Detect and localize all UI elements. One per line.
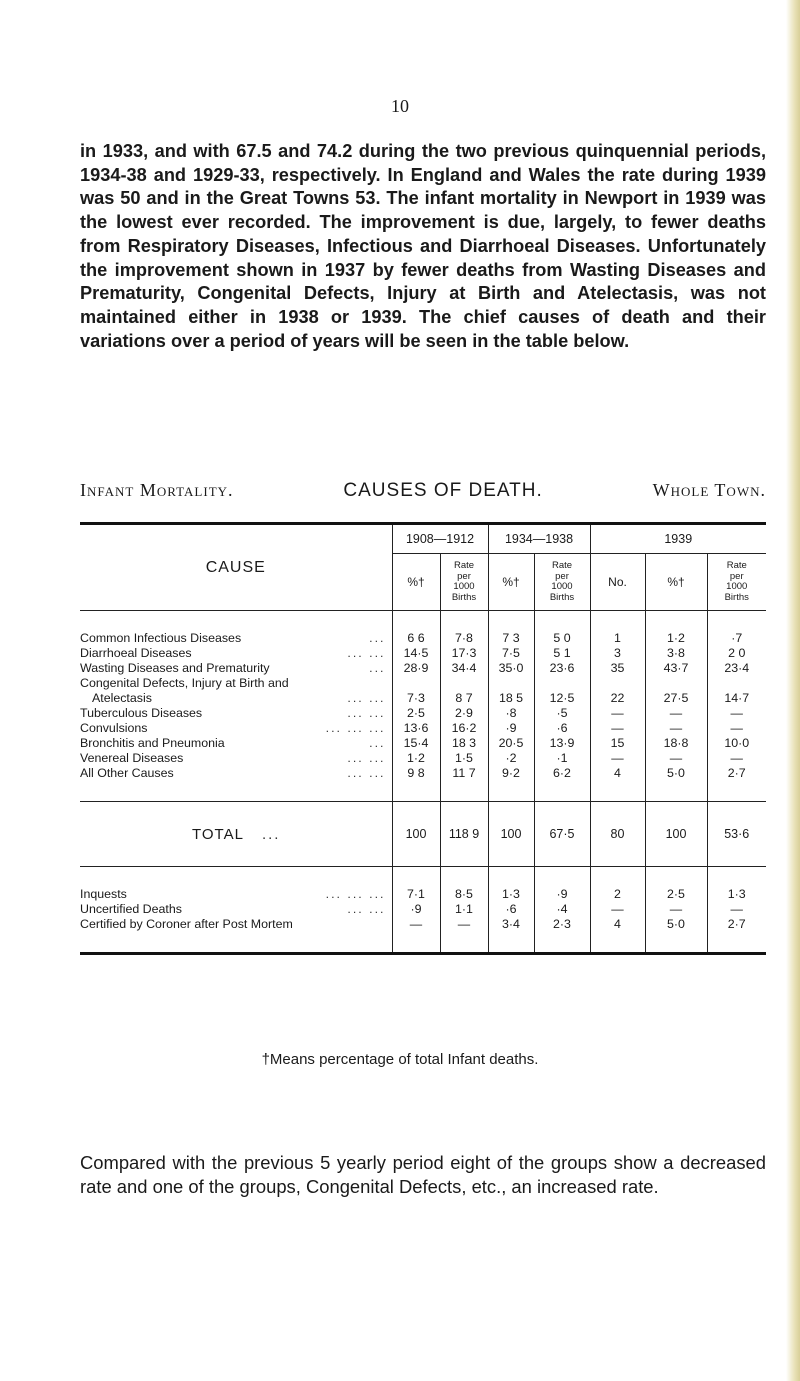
value-cell: 13·6 xyxy=(392,721,440,736)
period-header-1939: 1939 xyxy=(590,525,766,554)
value-cell: ·6 xyxy=(534,721,590,736)
cause-cell xyxy=(80,766,392,781)
leader-dots: ... ... xyxy=(347,902,386,916)
value-cell: 2·3 xyxy=(534,917,590,932)
value-cell: 35 xyxy=(590,661,645,676)
value-cell: 17·3 xyxy=(440,646,488,661)
table-row xyxy=(80,887,766,902)
value-cell: 5·0 xyxy=(645,766,707,781)
value-cell: 43·7 xyxy=(645,661,707,676)
value-cell xyxy=(590,676,645,691)
value-cell: 2 xyxy=(590,887,645,902)
value-cell: 20·5 xyxy=(488,736,534,751)
value-cell: ·9 xyxy=(488,721,534,736)
caption-left: Infant Mortality. xyxy=(80,480,234,500)
footnote: †Means percentage of total Infant deaths. xyxy=(261,1051,539,1068)
value-cell: 7·1 xyxy=(392,887,440,902)
value-cell: — xyxy=(440,917,488,932)
rate-header: Rate per 1000 Births xyxy=(534,554,590,611)
value-cell: 18·8 xyxy=(645,736,707,751)
table-row xyxy=(80,691,766,706)
value-cell: 12·5 xyxy=(534,691,590,706)
cause-cell xyxy=(80,902,392,917)
value-cell: — xyxy=(730,721,743,735)
table-row xyxy=(80,766,766,781)
value-cell: — xyxy=(730,902,743,916)
value-cell: 2·9 xyxy=(440,706,488,721)
value-cell: ·9 xyxy=(392,902,440,917)
value-cell: 3·4 xyxy=(488,917,534,932)
value-cell: ·4 xyxy=(534,902,590,917)
leader-dots: ... ... xyxy=(347,766,386,780)
cause-label: Congenital Defects, Injury at Birth and xyxy=(80,676,289,690)
value-cell: 16·2 xyxy=(440,721,488,736)
value-cell: 4 xyxy=(590,766,645,781)
value-cell: — xyxy=(645,721,707,736)
leader-dots: ... xyxy=(261,825,281,843)
table-row xyxy=(80,721,766,736)
value-cell: 3 xyxy=(590,646,645,661)
table-row xyxy=(80,646,766,661)
leader-dots: ... ... xyxy=(347,706,386,720)
cause-cell xyxy=(80,887,392,902)
value-cell: 7·5 xyxy=(488,646,534,661)
value-cell: 1·5 xyxy=(440,751,488,766)
value-cell: 2·5 xyxy=(645,887,707,902)
value-cell: 1·3 xyxy=(727,887,746,901)
value-cell xyxy=(392,676,440,691)
cause-label: Certified by Coroner after Post Mortem xyxy=(80,917,293,931)
value-cell: 10·0 xyxy=(724,736,750,750)
value-cell: 15·4 xyxy=(392,736,440,751)
value-cell: 28·9 xyxy=(392,661,440,676)
value-cell xyxy=(488,676,534,691)
value-cell: 8·5 xyxy=(440,887,488,902)
value-cell: 11 7 xyxy=(440,766,488,781)
value-cell: ·2 xyxy=(488,751,534,766)
pct-header: %† xyxy=(488,554,534,611)
value-cell: 18 3 xyxy=(440,736,488,751)
period-header-1908: 1908—1912 xyxy=(392,525,488,554)
cause-cell xyxy=(80,691,392,706)
value-cell: 18 5 xyxy=(488,691,534,706)
cause-label: Atelectasis xyxy=(92,691,152,705)
value-cell: — xyxy=(392,917,440,932)
cause-cell xyxy=(80,751,392,766)
value-cell: 2·7 xyxy=(727,766,746,780)
value-cell: 23·4 xyxy=(724,661,750,675)
value-cell: 27·5 xyxy=(645,691,707,706)
value-cell xyxy=(440,676,488,691)
cause-label: Uncertified Deaths xyxy=(80,902,182,916)
value-cell: — xyxy=(730,706,743,720)
caption-center: CAUSES OF DEATH. xyxy=(343,480,543,501)
leader-dots: ... xyxy=(369,631,386,645)
value-cell: — xyxy=(590,721,645,736)
value-cell xyxy=(534,676,590,691)
value-cell: 35·0 xyxy=(488,661,534,676)
cause-label: Diarrhoeal Diseases xyxy=(80,646,192,660)
cause-label: Tuberculous Diseases xyxy=(80,706,203,720)
value-cell: 34·4 xyxy=(440,661,488,676)
value-cell: 5 1 xyxy=(534,646,590,661)
cause-label: Inquests xyxy=(80,887,127,901)
value-cell: 13·9 xyxy=(534,736,590,751)
value-cell xyxy=(707,676,766,691)
value-cell: ·5 xyxy=(534,706,590,721)
causes-of-death-table xyxy=(80,522,766,955)
value-cell: 9·2 xyxy=(488,766,534,781)
value-cell: — xyxy=(730,751,743,765)
cause-cell xyxy=(80,802,392,867)
value-cell: ·8 xyxy=(488,706,534,721)
value-cell: ·7 xyxy=(731,631,743,645)
cause-cell xyxy=(80,917,392,932)
value-cell: 1·3 xyxy=(488,887,534,902)
value-cell: — xyxy=(590,902,645,917)
value-cell: 100 xyxy=(488,802,534,867)
leader-dots: ... ... xyxy=(347,646,386,660)
pct-header: %† xyxy=(392,554,440,611)
page-number: 10 xyxy=(391,96,409,116)
value-cell: 118 9 xyxy=(440,802,488,867)
cause-label: Wasting Diseases and Prematurity xyxy=(80,661,270,675)
cause-cell xyxy=(80,646,392,661)
value-cell: 1·1 xyxy=(440,902,488,917)
leader-dots: ... ... xyxy=(347,751,386,765)
value-cell: 1·2 xyxy=(645,631,707,646)
value-cell: ·9 xyxy=(534,887,590,902)
leader-dots: ... ... ... xyxy=(325,721,386,735)
value-cell: 3·8 xyxy=(645,646,707,661)
value-cell: 15 xyxy=(590,736,645,751)
cause-cell xyxy=(80,661,392,676)
value-cell: 7 3 xyxy=(488,631,534,646)
value-cell: 14·5 xyxy=(392,646,440,661)
value-cell: 8 7 xyxy=(440,691,488,706)
cause-cell xyxy=(80,676,392,691)
value-cell: 5 0 xyxy=(534,631,590,646)
cause-label: Bronchitis and Pneumonia xyxy=(80,736,225,750)
table-row xyxy=(80,736,766,751)
closing-paragraph: Compared with the previous 5 yearly period eight of the groups show a decreased rate and one of the groups, Congenital Defects, etc., an increased rate. xyxy=(80,1152,766,1197)
period-header-1934: 1934—1938 xyxy=(488,525,590,554)
table-row xyxy=(80,917,766,932)
cause-cell xyxy=(80,736,392,751)
value-cell: 23·6 xyxy=(534,661,590,676)
value-cell: — xyxy=(590,751,645,766)
rate-header: Rate per 1000 Births xyxy=(440,554,488,611)
value-cell: 100 xyxy=(392,802,440,867)
caption-right: Whole Town. xyxy=(652,480,766,500)
value-cell: 14·7 xyxy=(724,691,750,705)
value-cell: — xyxy=(645,751,707,766)
intro-text: in 1933, and with 67.5 and 74.2 during the two previous quinquennial periods, 1934-38 and 1929-33, respectively. In England and Wales the rate during 1939 was 50 and in the Great Towns 53. The infant mortality in Newport in 1939 was the lowest ever recorded. The improvement is due, largely, to fewer deaths from Respiratory Diseases, Infectious and Diarrhoeal Diseases. Unfortunately the improvement shown in 1937 by fewer deaths from Wasting Diseases and Prematurity, Congenital Defects, Injury at Birth and Atelectasis, was not maintained either in 1938 or 1939. The chief causes of death and their variations over a period of years will be seen in the table below. xyxy=(80,141,766,351)
value-cell: 67·5 xyxy=(534,802,590,867)
value-cell: 6·2 xyxy=(534,766,590,781)
pct-header: %† xyxy=(645,554,707,611)
value-cell: 2·5 xyxy=(392,706,440,721)
value-cell: 4 xyxy=(590,917,645,932)
value-cell: 1·2 xyxy=(392,751,440,766)
value-cell: — xyxy=(590,706,645,721)
table-row xyxy=(80,631,766,646)
number-header: No. xyxy=(590,554,645,611)
value-cell: 1 xyxy=(590,631,645,646)
total-label: TOTAL xyxy=(192,825,244,843)
rate-header: Rate per 1000 Births xyxy=(707,554,766,611)
table-row xyxy=(80,676,766,691)
cause-header: CAUSE xyxy=(80,525,392,611)
total-row xyxy=(80,802,766,867)
value-cell: 2 0 xyxy=(728,646,746,660)
value-cell: 2·7 xyxy=(727,917,746,931)
cause-cell xyxy=(80,706,392,721)
page-edge xyxy=(786,0,800,1381)
cause-label: Convulsions xyxy=(80,721,148,735)
table-row xyxy=(80,661,766,676)
cause-cell xyxy=(80,631,392,646)
table-row xyxy=(80,706,766,721)
intro-paragraph xyxy=(80,140,766,353)
value-cell: 7·8 xyxy=(440,631,488,646)
leader-dots: ... ... xyxy=(347,691,386,705)
value-cell: ·6 xyxy=(488,902,534,917)
table-row xyxy=(80,751,766,766)
value-cell: 22 xyxy=(590,691,645,706)
leader-dots: ... ... ... xyxy=(325,887,386,901)
leader-dots: ... xyxy=(369,661,386,675)
cause-cell xyxy=(80,721,392,736)
value-cell xyxy=(645,676,707,691)
value-cell: — xyxy=(645,902,707,917)
value-cell: 6 6 xyxy=(392,631,440,646)
value-cell: 5·0 xyxy=(645,917,707,932)
value-cell: 100 xyxy=(645,802,707,867)
cause-label: Venereal Diseases xyxy=(80,751,184,765)
table-row xyxy=(80,902,766,917)
value-cell: 53·6 xyxy=(707,802,766,867)
value-cell: ·1 xyxy=(534,751,590,766)
value-cell: 80 xyxy=(590,802,645,867)
value-cell: 9 8 xyxy=(392,766,440,781)
cause-label: Common Infectious Diseases xyxy=(80,631,242,645)
table-caption xyxy=(80,480,766,502)
value-cell: 7·3 xyxy=(392,691,440,706)
value-cell: — xyxy=(645,706,707,721)
leader-dots: ... xyxy=(369,736,386,750)
cause-label: All Other Causes xyxy=(80,766,174,780)
